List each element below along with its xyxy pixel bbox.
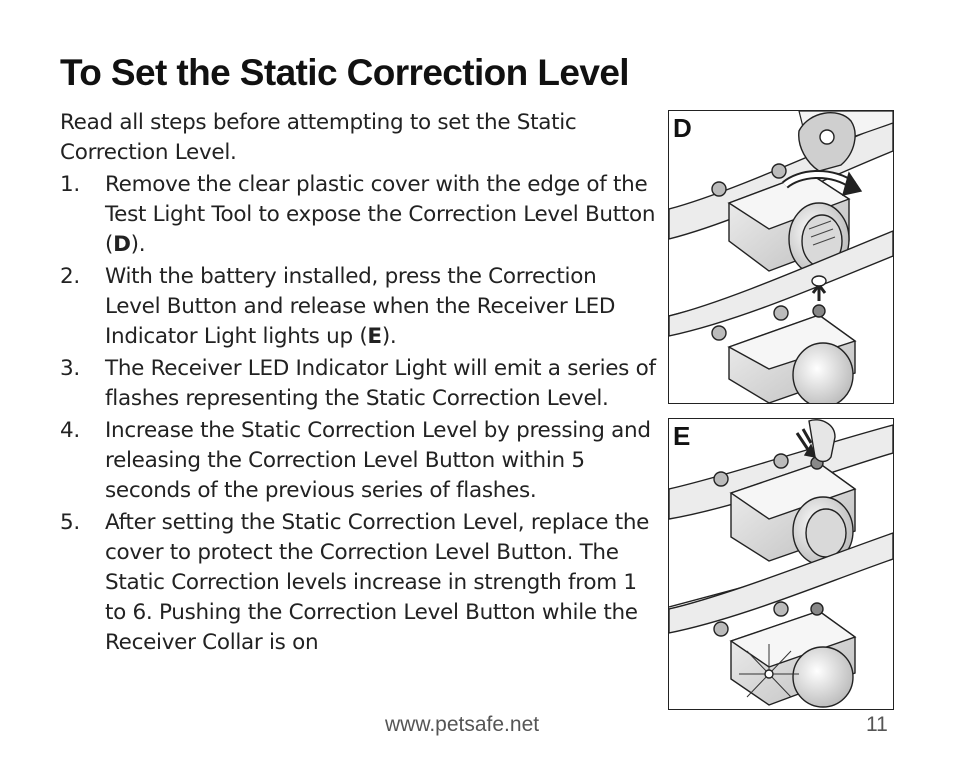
step-number: 4.: [60, 418, 80, 443]
remove-cover-illustration-icon: [669, 111, 893, 403]
press-button-illustration-icon: [669, 419, 893, 709]
step-2: [60, 262, 656, 352]
step-number: 2.: [60, 264, 80, 289]
step-text: Remove the clear plastic cover with the edge of the Test Light Tool to expose the Correction Level Button (: [105, 172, 656, 257]
step-number: 5.: [60, 510, 80, 535]
step-3: [60, 354, 656, 414]
steps-list: [60, 170, 656, 660]
intro-text: Read all steps before attempting to set the Static Correction Level.: [60, 110, 577, 165]
step-5: [60, 508, 656, 658]
footer-url[interactable]: www.petsafe.net: [385, 713, 540, 736]
step-text: With the battery installed, press the Correction Level Button and release when the Receiver LED Indicator Light lights up (: [105, 264, 616, 349]
figure-label-d: D: [673, 113, 692, 143]
step-4: [60, 416, 656, 506]
figure-ref: D: [113, 232, 131, 257]
step-text: Increase the Static Correction Level by pressing and releasing the Correction Level Button within 5 seconds of the previous series of flashes.: [105, 418, 651, 503]
step-1: [60, 170, 656, 260]
figure-label-e: E: [673, 421, 691, 451]
page-number: 11: [866, 713, 888, 736]
figure-e: [668, 418, 894, 710]
step-text-end: ).: [381, 324, 397, 349]
step-number: 1.: [60, 172, 80, 197]
page-title: To Set the Static Correction Level: [60, 52, 629, 93]
figure-d: [668, 110, 894, 404]
step-text: After setting the Static Correction Level, replace the cover to protect the Correction Level Button. The Static Correction levels increase in strength from 1 to 6. Pushing the Correction Level Button while the Receiver Collar is on: [105, 510, 650, 655]
step-text-end: ).: [130, 232, 146, 257]
step-text: The Receiver LED Indicator Light will emit a series of flashes representing the Static Correction Level.: [105, 356, 656, 411]
step-number: 3.: [60, 356, 80, 381]
figure-ref: E: [367, 324, 382, 349]
